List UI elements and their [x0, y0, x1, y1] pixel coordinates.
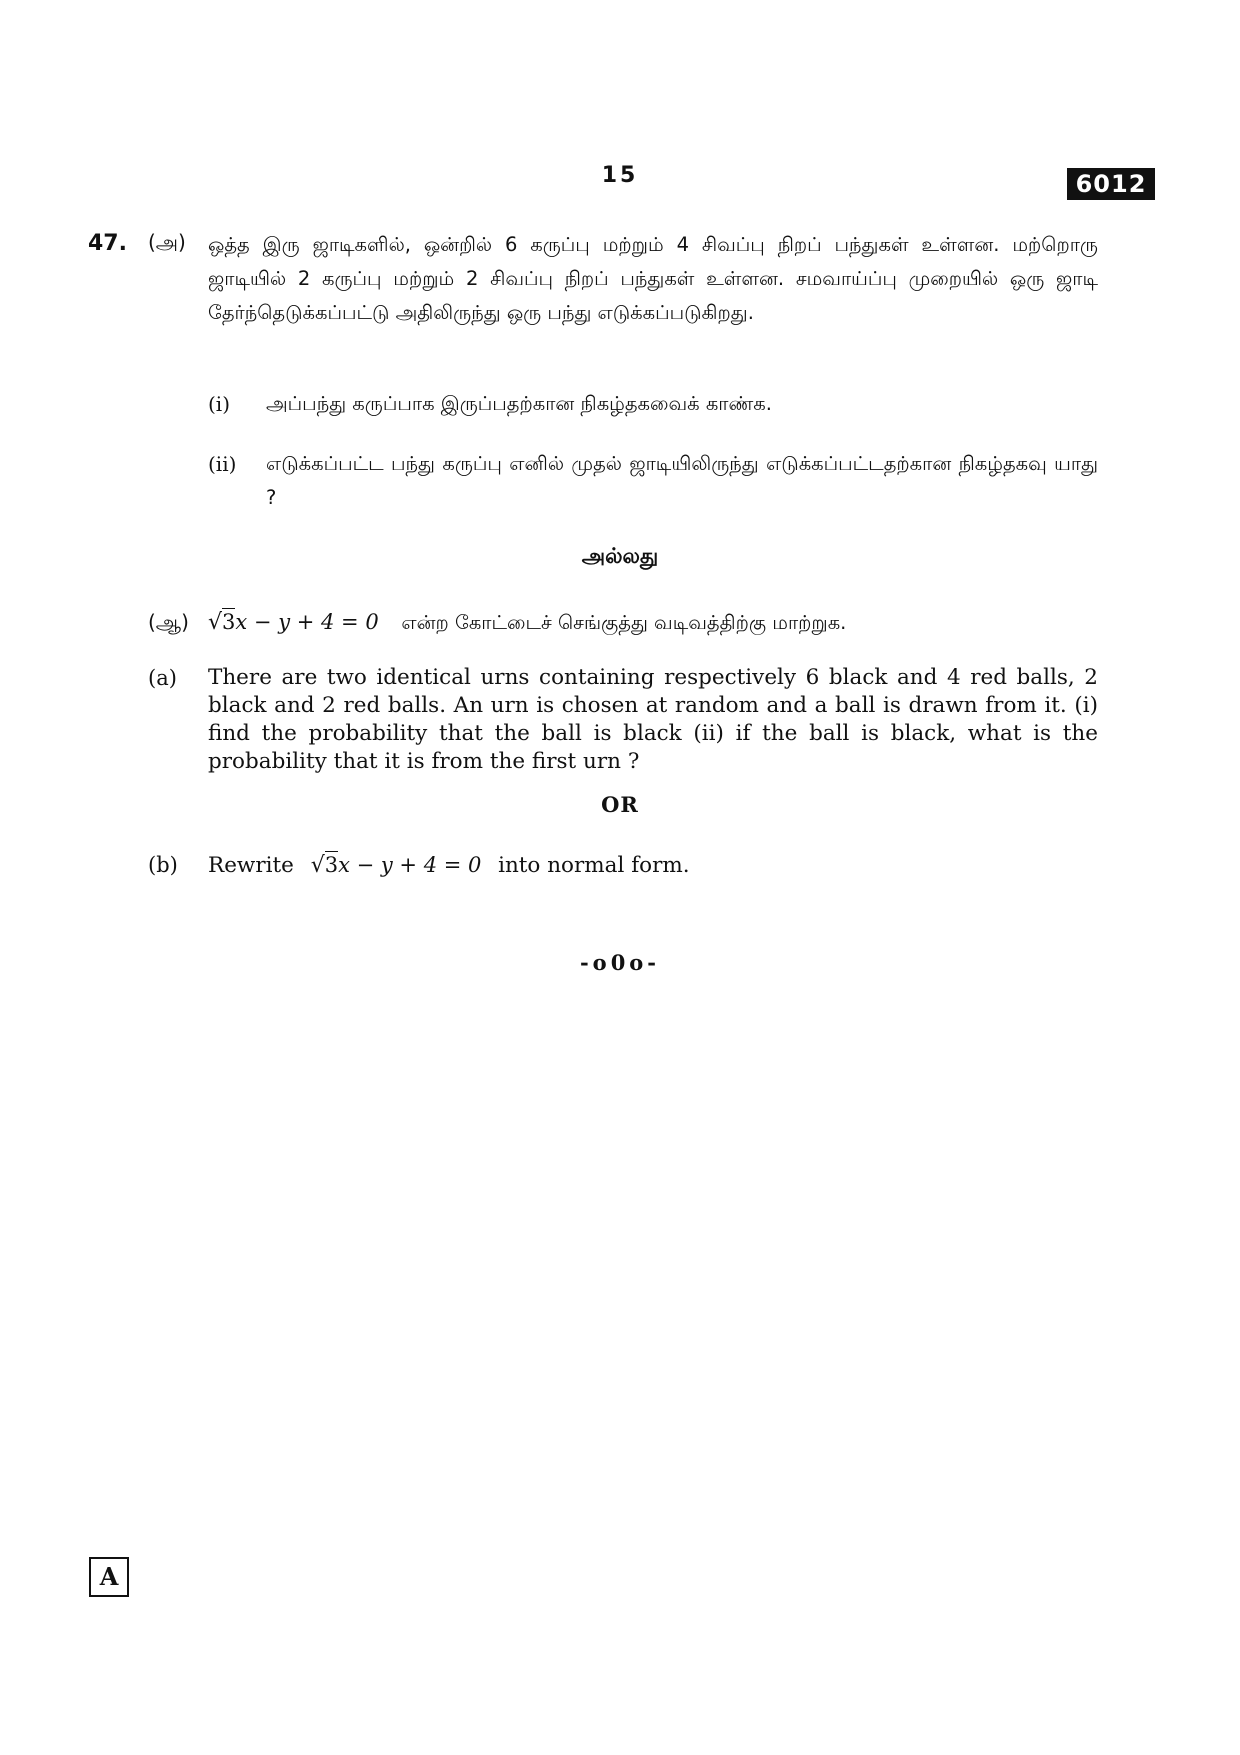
english-or-separator: OR	[601, 792, 639, 817]
english-part-b-suffix: into normal form.	[498, 853, 690, 878]
equation-radicand: 3	[222, 610, 236, 634]
sqrt-symbol-en: √3	[310, 853, 339, 878]
tamil-sub-ii-label: (ii)	[208, 452, 237, 476]
sqrt-symbol: √3	[208, 610, 236, 635]
tamil-part-b-label: (ஆ)	[148, 610, 189, 634]
equation	[208, 610, 385, 634]
english-part-a-text: There are two identical urns containing respectively 6 black and 4 red balls, 2 black and 2 red balls. An urn is chosen at random and a ball is drawn from it. (i) find the probability that the ball is black (ii) if the ball is black, what is the probability that it is from the first urn ?	[208, 665, 1098, 774]
tamil-part-a-label: (அ)	[148, 230, 186, 254]
english-equation-radicand: 3	[324, 853, 339, 877]
page-number: 15	[601, 163, 639, 188]
question-number: 47.	[88, 231, 127, 256]
version-box: A	[89, 1557, 129, 1597]
english-part-b-line	[208, 851, 1098, 880]
tamil-sub-i-text: அப்பந்து கருப்பாக இருப்பதற்கான நிகழ்தகவைக் காண்க.	[266, 392, 772, 415]
tamil-sub-ii-text: எடுக்கப்பட்ட பந்து கருப்பு எனில் முதல் ஜாடியிலிருந்து எடுக்கப்பட்டதற்கான நிகழ்தகவு யாது ?	[266, 452, 1098, 509]
english-part-a-label: (a)	[148, 666, 177, 690]
english-equation	[311, 853, 488, 877]
english-equation-rest: x − y + 4 = 0	[338, 853, 482, 877]
paper-code-badge: 6012	[1067, 168, 1155, 200]
equation-rest: x − y + 4 = 0	[235, 610, 379, 634]
tamil-part-a-text: ஒத்த இரு ஜாடிகளில், ஒன்றில் 6 கருப்பு மற்றும் 4 சிவப்பு நிறப் பந்துகள் உள்ளன. மற்றொரு ஜாடியில் 2 கருப்பு மற்றும் 2 சிவப்பு நிறப் பந்துகள் உள்ளன. சமவாய்ப்பு முறையில் ஒரு ஜாடி தேர்ந்தெடுக்கப்பட்டு அதிலிருந்து ஒரு பந்து எடுக்கப்படுகிறது.	[208, 233, 1098, 324]
tamil-part-b-text: என்ற கோட்டைச் செங்குத்து வடிவத்திற்கு மாற்றுக.	[401, 611, 847, 634]
tamil-sub-i-label: (i)	[208, 392, 231, 416]
english-part-b-prefix: Rewrite	[208, 853, 294, 878]
english-part-b-label: (b)	[148, 853, 178, 877]
tamil-or-separator: அல்லது	[581, 544, 659, 568]
end-mark: -o0o-	[579, 950, 661, 975]
tamil-part-b-line	[208, 606, 1098, 640]
